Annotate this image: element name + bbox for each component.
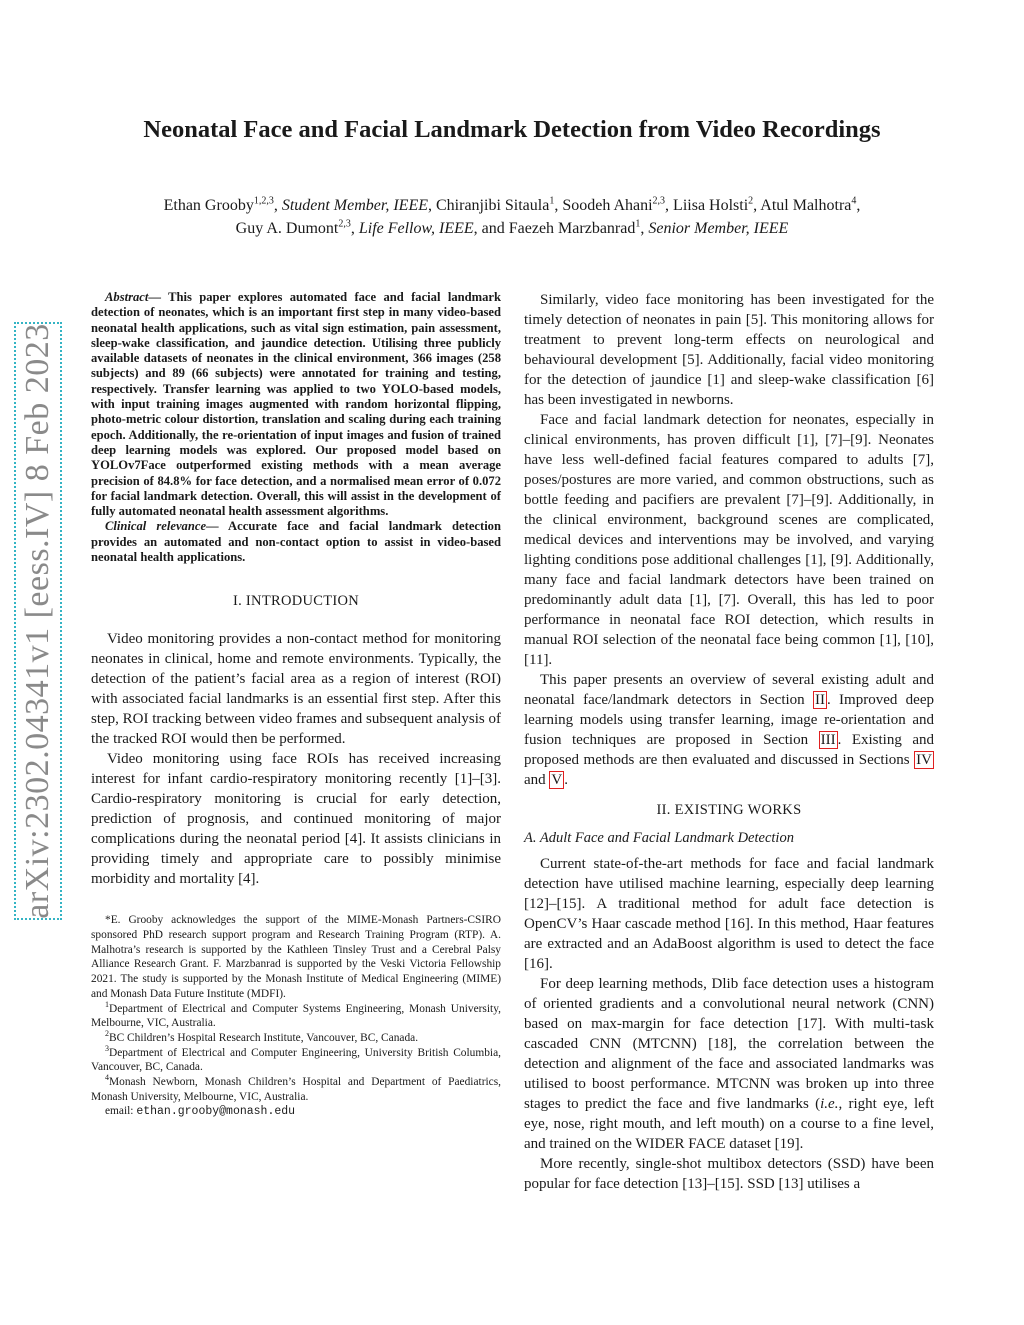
author-role: Senior Member, IEEE [648, 220, 789, 237]
subsection-heading: A. Adult Face and Facial Landmark Detection [524, 830, 794, 846]
author-name: Faezeh Marzbanrad [508, 220, 636, 237]
arxiv-id-text: arXiv:2302.04341v1 [eess.IV] 8 Feb 2023 [19, 323, 56, 919]
clinical-relevance-text: Accurate face and facial landmark detection provides an automated and non-contact option to assist in video-based neonatal health applications. [91, 519, 501, 565]
affiliation-footnote: $^1$Department of Electrical and Computer Systems Engineering, Monash University, Melbourne, VIC, Australia. [91, 999, 501, 1030]
author-affiliation-sup: 1,2,3 [253, 195, 274, 207]
author-name: Guy A. Dumont [235, 220, 339, 237]
existing-paragraph-3: More recently, single-shot multibox detectors (SSD) have been popular for face detection [13]–[15]. SSD [13] utilises a [524, 1156, 934, 1192]
affiliation-footnote: $^4$Monash Newborn, Monash Children’s Hospital and Department of Paediatrics, Monash University, Melbourne, VIC, Australia. [91, 1073, 501, 1103]
arxiv-identifier-stamp [14, 322, 62, 920]
author-name: Ethan Grooby [163, 197, 254, 214]
intro-paragraph-4: Face and facial landmark detection for neonates, especially in clinical environments, has proven difficult [1], [7]–[9]. Neonates have less well-defined facial features compared to adults [7], poses/postures are more varied, and common obstructions, such as bottle feeding and pacifiers are prevalent [7]–[9]. Additionally, in the clinical environment, background scenes are complicated, medical devices and interventions may be involved, and varying lighting conditions pose additional challenges [1], [9]. Additionally, many face and facial landmark detectors have been trained on predominantly adult data [1], [7]. Overall, this has led to poor performance in neonatal face ROI detection, which results in manual ROI selection of the neonatal face being common [1], [10], [11]. [524, 412, 934, 668]
affiliation-footnote: $^3$Department of Electrical and Computer Engineering, University British Columbia, Vancouver, BC, Canada. [91, 1043, 501, 1074]
section-ref-link[interactable]: II [814, 692, 825, 708]
author-affiliation-sup: 4 [851, 195, 857, 207]
intro-paragraph-3: Similarly, video face monitoring has been investigated for the timely detection of neonates in pain [5]. This monitoring allows for treatment to prevent long-term effects on neurological and behavioural development [5]. Additionally, facial video monitoring for the detection of jaundice [1] and sleep-wake classification [6] has been investigated in newborns. [524, 292, 934, 408]
author-affiliation-sup: 1 [549, 195, 555, 207]
email-footnote: email: ethan.grooby@monash.edu [105, 1105, 296, 1119]
section-ref-link[interactable]: V [551, 772, 563, 788]
author-affiliation-sup: 2 [748, 195, 754, 207]
author-name: Soodeh Ahani [562, 197, 653, 214]
author-list: Ethan Grooby$^{1,2,3}$, Student Member, IEEE, Chiranjibi Sitaula$^1$, Soodeh Ahani$^{2,3}$, Liisa Holsti$^2$, Atul Malhotra$^4$, Guy A. Dumont$^{2,3}$, Life Fellow, IEEE, and Faezeh Marzbanrad$^1$, Senior Member, IEEE [163, 195, 861, 237]
affiliation-footnote: $^2$BC Children’s Hospital Research Institute, Vancouver, BC, Canada. [105, 1029, 419, 1044]
existing-paragraph-1: Current state-of-the-art methods for face and facial landmark detection have utilised machine learning, especially deep learning [12]–[15]. A traditional method for adult face detection is OpenCV’s Haar cascade method [16]. In this method, Haar features are extracted and an AdaBoost algorithm is used to detect the face [16]. [524, 856, 934, 972]
author-role: Life Fellow, IEEE [358, 220, 474, 237]
abstract-text: This paper explores automated face and facial landmark detection of neonates, which is an important first step in many video-based neonatal health applications, such as vital sign estimation, pain assessment, sleep-wake classification, and jaundice detection. Utilising three publicly available datasets of neonates in the clinical environment, 366 images (258 subjects) and 89 (66 subjects) were annotated for training and testing, respectively. Transfer learning was applied to two YOLO-based models, with input training images augmented with random horizontal flipping, photo-metric colour distortion, translation and scaling during each training epoch. Additionally, the re-orientation of input images and fusion of trained deep learning models was explored. Our proposed model based on YOLOv7Face outperformed existing methods with a mean average precision of 84.8% for face detection, and a normalised mean error of 0.072 for facial landmark detection. Overall, this will assist in the development of fully automated neonatal health assessment algorithms. [91, 290, 502, 519]
section-heading-existing-works: II. EXISTING WORKS [656, 802, 802, 818]
existing-paragraph-2: For deep learning methods, Dlib face detection uses a histogram of oriented gradients and a convolutional neural network (CNN) based on max-margin for face detection [17]. With multi-task cascaded CNN (MTCNN) [18], the correlation between the detection and alignment of the face and associated landmarks was utilised to boost performance. MTCNN was broken up into three stages to predict the face and five landmarks (i.e., right eye, left eye, nose, right mouth, and left mouth) on a course to a fine level, and trained on the WIDER FACE dataset [19]. [524, 976, 934, 1152]
intro-paragraph-1: Video monitoring provides a non-contact method for monitoring neonates in clinical, home and remote environments. Typically, the detection of the patient’s facial area as a region of interest (ROI) with associated facial landmarks is an essential first step. After this step, ROI tracking between video frames and subsequent analysis of the tracked ROI would then be performed. [91, 631, 501, 748]
author-role: Student Member, IEEE [281, 197, 428, 214]
right-column [524, 290, 934, 1194]
clinical-relevance-label: Clinical relevance [105, 519, 207, 534]
paper-title: Neonatal Face and Facial Landmark Detection from Video Recordings [143, 116, 881, 143]
author-name: Atul Malhotra [760, 197, 852, 214]
left-column [91, 290, 501, 1120]
email-link[interactable]: ethan.grooby@monash.edu [136, 1105, 296, 1119]
author-affiliation-sup: 1 [635, 218, 641, 230]
author-name: Chiranjibi Sitaula [436, 197, 550, 214]
section-heading-introduction: I. INTRODUCTION [232, 593, 360, 610]
footnotes [91, 913, 501, 1120]
author-affiliation-sup: 2,3 [338, 218, 351, 230]
intro-paragraph-5: This paper presents an overview of several existing adult and neonatal face/landmark detectors in Section II . Improved deep learning models using transfer learning, image re-orientation and fusion techniques are proposed in Section III . Existing and proposed methods are then evaluated and discussed in Sections IV and V . [524, 672, 934, 788]
abstract: Abstract— This paper explores automated face and facial landmark detection of neonates, which is an important first step in many video-based neonatal health applications, such as vital sign estimation, pain assessment, sleep-wake classification, and jaundice detection. Utilising three publicly available datasets of neonates in the clinical environment, 366 images (258 subjects) and 89 (66 subjects) were annotated for training and testing, respectively. Transfer learning was applied to two YOLO-based models, with input training images augmented with random horizontal flipping, photo-metric colour distortion, translation and scaling during each training epoch. Additionally, the re-orientation of input images and fusion of trained deep learning models was explored. Our proposed model based on YOLOv7Face outperformed existing methods with a mean average precision of 84.8% for face detection, and a normalised mean error of 0.072 for facial landmark detection. Overall, this will assist in the development of fully automated neonatal health assessment algorithms. [91, 290, 502, 519]
author-name: Liisa Holsti [673, 197, 749, 214]
section-ref-link[interactable]: IV [916, 752, 932, 768]
section-ref-link[interactable]: III [820, 732, 836, 748]
author-affiliation-sup: 2,3 [652, 195, 666, 207]
clinical-relevance: Clinical relevance— Accurate face and facial landmark detection provides an automated and non-contact option to assist in video-based neonatal health applications. [91, 519, 501, 565]
abstract-label: Abstract [105, 290, 149, 304]
funding-footnote: *E. Grooby acknowledges the support of the MIME-Monash Partners-CSIRO sponsored PhD research support program and Research Training Program (RTP). A. Malhotra’s research is supported by the Kathleen Tinsley Trust and a Cerebral Palsy Alliance Research Grant. F. Marzbanrad is supported by the Veski Victoria Fellowship 2021. The study is supported by the Monash Institute of Medical Engineering (MIME) and Monash Data Future Institute (MDFI). [91, 914, 501, 1000]
intro-paragraph-2: Video monitoring using face ROIs has received increasing interest for infant cardio-respiratory monitoring recently [1]–[3]. Cardio-respiratory monitoring is crucial for early detection, prediction of prognosis, and continued monitoring of major complications during the neonatal period [4]. It assists clinicians in providing timely and appropriate care to possibly minimise morbidity and mortality [4]. [91, 751, 501, 888]
